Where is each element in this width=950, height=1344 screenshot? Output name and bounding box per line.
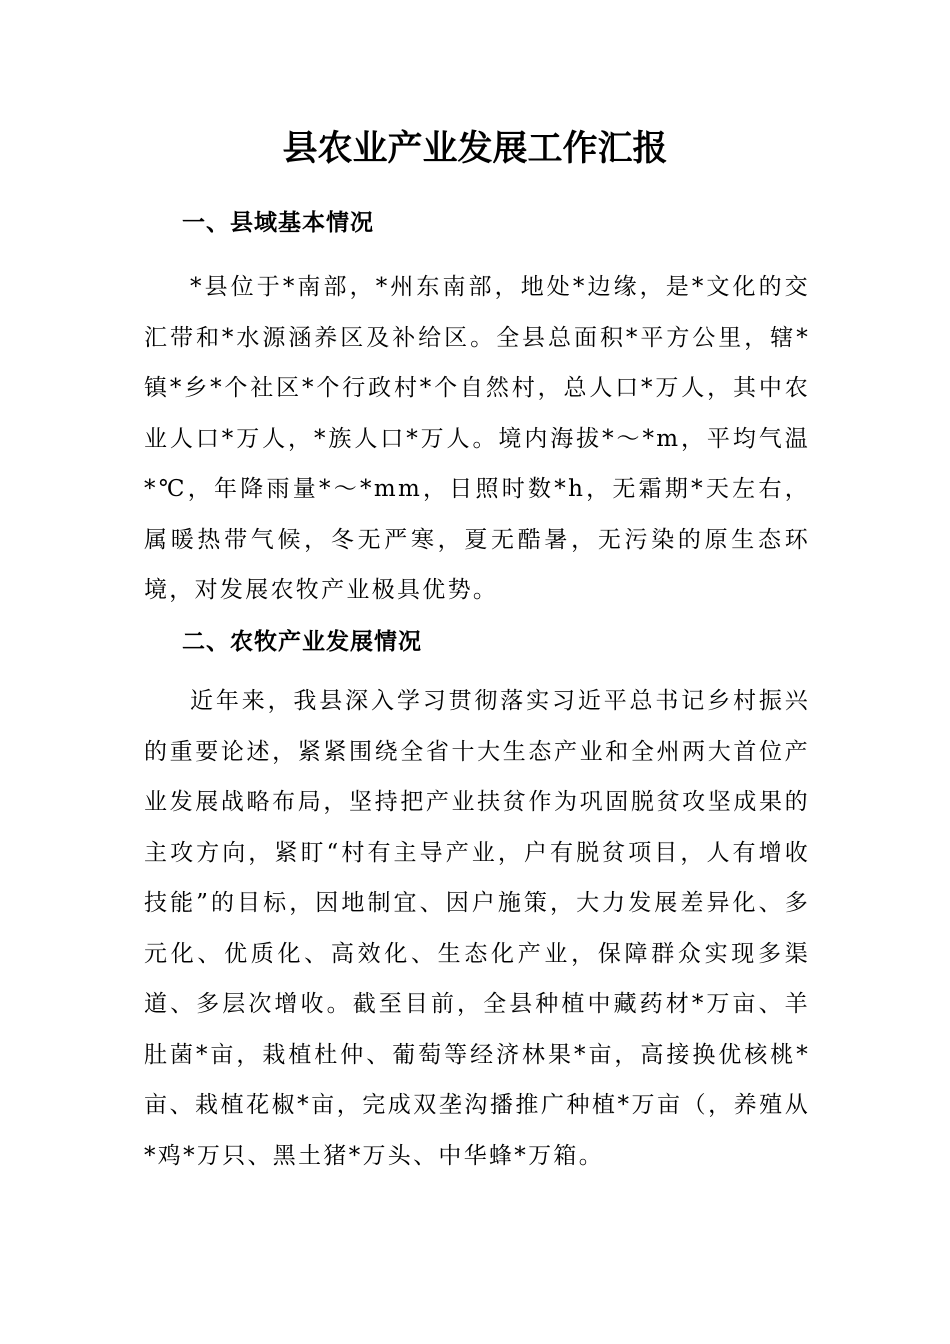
document-title: 县农业产业发展工作汇报 xyxy=(282,128,668,169)
section-paragraph-county-overview: *县位于*南部，*州东南部，地处*边缘，是*文化的交汇带和*水源涵养区及补给区。全县总面积*平方公里，辖*镇*乡*个社区*个行政村*个自然村，总人口*万人，其中农业人口*万人，*族人口*万人。境内海拔*～*m，平均气温*℃，年降雨量*～*mm，日照时数*h，无霜期*天左右，属暖热带气候，冬无严寒，夏无酷暑，无污染的原生态环境，对发展农牧产业极具优势。 xyxy=(144,274,810,603)
section-heading-agriculture-development: 二、农牧产业发展情况 xyxy=(182,629,422,655)
section-heading-county-overview: 一、县域基本情况 xyxy=(182,210,374,236)
section-paragraph-agriculture-development: 近年来，我县深入学习贯彻落实习近平总书记乡村振兴的重要论述，紧紧围绕全省十大生态产业和全州两大首位产业发展战略布局，坚持把产业扶贫作为巩固脱贫攻坚成果的主攻方向，紧盯“村有主导产业，户有脱贫项目，人有增收技能”的目标，因地制宜、因户施策，大力发展差异化、多元化、优质化、高效化、生态化产业，保障群众实现多渠道、多层次增收。截至目前，全县种植中藏药材*万亩、羊肚菌*亩，栽植杜仲、葡萄等经济林果*亩，高接换优核桃*亩、栽植花椒*亩，完成双垄沟播推广种植*万亩（，养殖从*鸡*万只、黑土猪*万头、中华蜂*万箱。 xyxy=(144,688,810,1169)
